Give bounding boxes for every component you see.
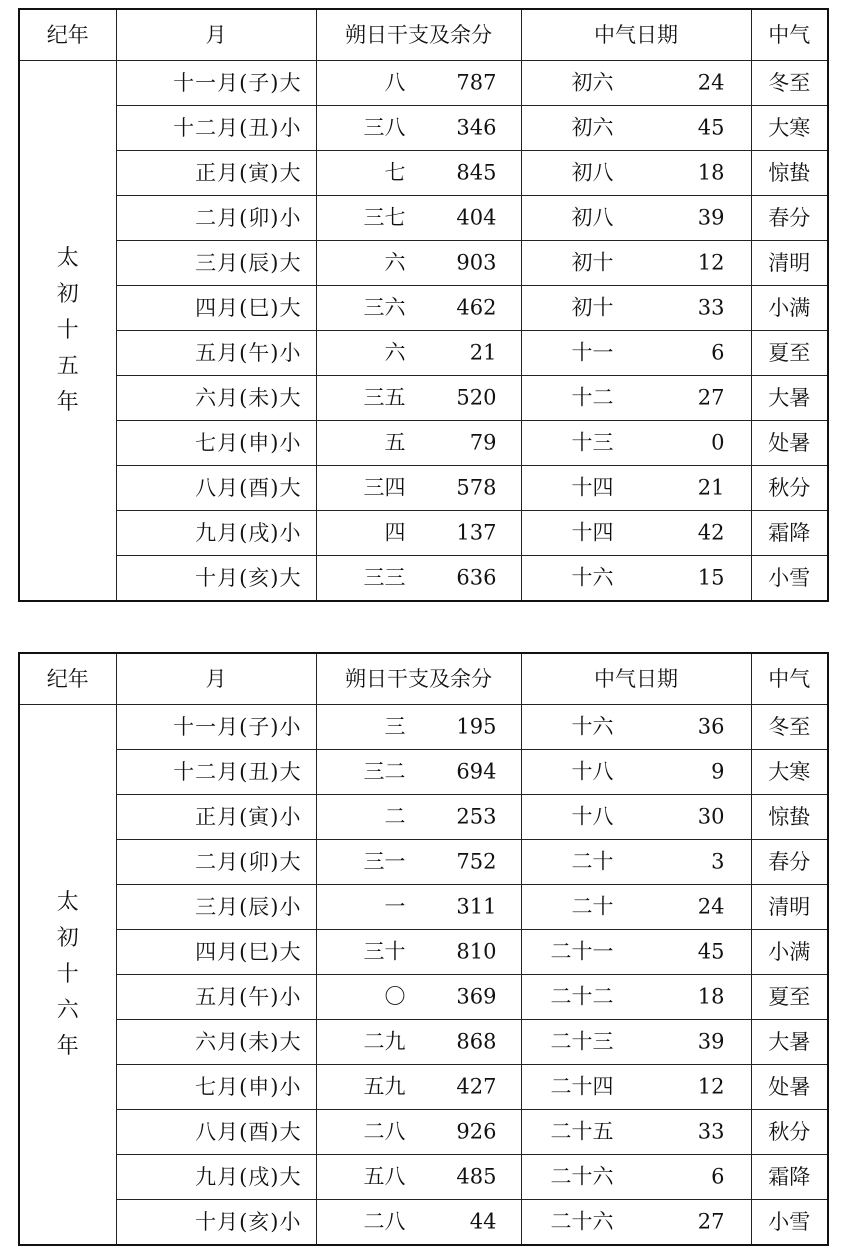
zhongqi-remainder: 45 <box>697 115 725 140</box>
zhongqi-remainder: 12 <box>697 1074 725 1099</box>
zhongqi-date-cell <box>521 151 751 196</box>
zhongqi-name: 处暑 <box>751 421 828 466</box>
zhongqi-remainder: 30 <box>697 804 725 829</box>
shuo-remainder: 369 <box>456 984 497 1009</box>
shuo-remainder: 845 <box>456 160 497 185</box>
zhongqi-name: 冬至 <box>751 61 828 106</box>
zhongqi-date-cell <box>521 556 751 602</box>
zhongqi-date-cell <box>521 61 751 106</box>
month-cell: 九月(戌)小 <box>116 511 316 556</box>
zhongqi-date-cell <box>521 840 751 885</box>
shuo-remainder: 636 <box>456 565 497 590</box>
table-row <box>19 196 828 241</box>
zhongqi-date-cell <box>521 331 751 376</box>
month-cell: 正月(寅)小 <box>116 795 316 840</box>
shuo-ganzhi: 五 <box>384 430 406 455</box>
shuo-ganzhi: 〇 <box>384 984 406 1009</box>
zhongqi-remainder: 15 <box>697 565 725 590</box>
month-cell: 十二月(丑)小 <box>116 106 316 151</box>
zhongqi-day: 初八 <box>571 160 614 185</box>
zhongqi-name: 惊蛰 <box>751 795 828 840</box>
shuo-remainder: 44 <box>469 1209 497 1234</box>
shuo-ganzhi: 三二 <box>363 759 406 784</box>
shuo-cell <box>316 241 521 286</box>
shuo-cell <box>316 1065 521 1110</box>
zhongqi-remainder: 9 <box>711 759 725 784</box>
month-cell: 四月(巳)大 <box>116 286 316 331</box>
zhongqi-date-cell <box>521 421 751 466</box>
year-char: 六 <box>56 997 79 1023</box>
shuo-remainder: 926 <box>456 1119 497 1144</box>
month-cell: 七月(申)小 <box>116 421 316 466</box>
zhongqi-remainder: 45 <box>697 939 725 964</box>
zhongqi-remainder: 33 <box>697 1119 725 1144</box>
shuo-cell <box>316 421 521 466</box>
zhongqi-day: 二十 <box>571 849 614 874</box>
month-cell: 二月(卯)大 <box>116 840 316 885</box>
month-cell: 十月(亥)大 <box>116 556 316 602</box>
table-row <box>19 1200 828 1246</box>
month-cell: 五月(午)小 <box>116 975 316 1020</box>
zhongqi-remainder: 12 <box>697 250 725 275</box>
zhongqi-date-cell <box>521 795 751 840</box>
zhongqi-date-cell <box>521 1065 751 1110</box>
table-row <box>19 1020 828 1065</box>
shuo-remainder: 868 <box>456 1029 497 1054</box>
zhongqi-remainder: 18 <box>697 984 725 1009</box>
month-cell: 三月(辰)小 <box>116 885 316 930</box>
zhongqi-name: 处暑 <box>751 1065 828 1110</box>
shuo-cell <box>316 511 521 556</box>
shuo-remainder: 520 <box>456 385 497 410</box>
shuo-ganzhi: 五九 <box>363 1074 406 1099</box>
zhongqi-name: 冬至 <box>751 705 828 750</box>
shuo-ganzhi: 六 <box>384 340 406 365</box>
zhongqi-date-cell <box>521 705 751 750</box>
zhongqi-remainder: 39 <box>697 1029 725 1054</box>
header-zhongqi: 中气 <box>751 653 828 705</box>
zhongqi-day: 二十三 <box>550 1029 614 1054</box>
zhongqi-name: 霜降 <box>751 511 828 556</box>
zhongqi-remainder: 39 <box>697 205 725 230</box>
zhongqi-name: 小雪 <box>751 556 828 602</box>
zhongqi-name: 清明 <box>751 241 828 286</box>
zhongqi-day: 初十 <box>571 250 614 275</box>
zhongqi-day: 初十 <box>571 295 614 320</box>
shuo-cell <box>316 930 521 975</box>
header-year: 纪年 <box>19 9 116 61</box>
shuo-remainder: 787 <box>456 70 497 95</box>
shuo-cell <box>316 151 521 196</box>
shuo-remainder: 485 <box>456 1164 497 1189</box>
zhongqi-day: 初六 <box>571 115 614 140</box>
zhongqi-name: 大寒 <box>751 750 828 795</box>
zhongqi-date-cell <box>521 196 751 241</box>
shuo-cell <box>316 885 521 930</box>
month-cell: 十月(亥)小 <box>116 1200 316 1246</box>
zhongqi-name: 小满 <box>751 286 828 331</box>
shuo-remainder: 311 <box>456 894 497 919</box>
zhongqi-day: 十三 <box>571 430 614 455</box>
header-shuo: 朔日干支及余分 <box>316 9 521 61</box>
zhongqi-day: 二十六 <box>550 1209 614 1234</box>
zhongqi-day: 十六 <box>571 565 614 590</box>
table-row <box>19 106 828 151</box>
shuo-remainder: 346 <box>456 115 497 140</box>
shuo-cell <box>316 1020 521 1065</box>
zhongqi-remainder: 21 <box>697 475 725 500</box>
shuo-ganzhi: 三十 <box>363 939 406 964</box>
zhongqi-day: 二十二 <box>550 984 614 1009</box>
header-zhongqi-date: 中气日期 <box>521 653 751 705</box>
zhongqi-name: 大寒 <box>751 106 828 151</box>
shuo-remainder: 578 <box>456 475 497 500</box>
shuo-ganzhi: 五八 <box>363 1164 406 1189</box>
zhongqi-name: 春分 <box>751 840 828 885</box>
shuo-cell <box>316 466 521 511</box>
table-row <box>19 61 828 106</box>
shuo-ganzhi: 二九 <box>363 1029 406 1054</box>
table-row <box>19 795 828 840</box>
table-row <box>19 885 828 930</box>
table-row <box>19 1155 828 1200</box>
zhongqi-date-cell <box>521 930 751 975</box>
zhongqi-day: 十八 <box>571 804 614 829</box>
table-row <box>19 331 828 376</box>
month-cell: 五月(午)小 <box>116 331 316 376</box>
table-row <box>19 556 828 602</box>
zhongqi-remainder: 36 <box>697 714 725 739</box>
zhongqi-date-cell <box>521 750 751 795</box>
zhongqi-date-cell <box>521 376 751 421</box>
table-row <box>19 840 828 885</box>
shuo-remainder: 195 <box>456 714 497 739</box>
zhongqi-name: 小雪 <box>751 1200 828 1246</box>
zhongqi-date-cell <box>521 1110 751 1155</box>
table-row <box>19 376 828 421</box>
shuo-ganzhi: 七 <box>384 160 406 185</box>
shuo-cell <box>316 286 521 331</box>
shuo-cell <box>316 975 521 1020</box>
table-row <box>19 466 828 511</box>
zhongqi-name: 秋分 <box>751 466 828 511</box>
shuo-remainder: 462 <box>456 295 497 320</box>
shuo-remainder: 903 <box>456 250 497 275</box>
year-char: 太 <box>56 889 79 915</box>
zhongqi-day: 十八 <box>571 759 614 784</box>
table-row <box>19 421 828 466</box>
zhongqi-remainder: 42 <box>697 520 725 545</box>
zhongqi-date-cell <box>521 1020 751 1065</box>
table-row <box>19 1110 828 1155</box>
shuo-cell <box>316 1200 521 1246</box>
shuo-ganzhi: 三八 <box>363 115 406 140</box>
year-char: 年 <box>56 389 79 415</box>
table-row <box>19 1065 828 1110</box>
zhongqi-remainder: 6 <box>711 1164 725 1189</box>
shuo-ganzhi: 二八 <box>363 1119 406 1144</box>
month-cell: 九月(戌)大 <box>116 1155 316 1200</box>
shuo-remainder: 752 <box>456 849 497 874</box>
header-row <box>19 653 828 705</box>
month-cell: 十一月(子)小 <box>116 705 316 750</box>
table-row <box>19 930 828 975</box>
zhongqi-name: 大暑 <box>751 1020 828 1065</box>
zhongqi-day: 二十四 <box>550 1074 614 1099</box>
shuo-ganzhi: 一 <box>384 894 406 919</box>
zhongqi-date-cell <box>521 511 751 556</box>
month-cell: 十一月(子)大 <box>116 61 316 106</box>
zhongqi-name: 小满 <box>751 930 828 975</box>
zhongqi-day: 十四 <box>571 520 614 545</box>
month-cell: 六月(未)大 <box>116 1020 316 1065</box>
calendar-table-taichu-15 <box>18 8 829 602</box>
zhongqi-remainder: 27 <box>697 1209 725 1234</box>
zhongqi-name: 春分 <box>751 196 828 241</box>
zhongqi-name: 夏至 <box>751 975 828 1020</box>
year-char: 十 <box>56 317 79 343</box>
shuo-cell <box>316 840 521 885</box>
zhongqi-remainder: 18 <box>697 160 725 185</box>
zhongqi-name: 霜降 <box>751 1155 828 1200</box>
table-row <box>19 241 828 286</box>
zhongqi-date-cell <box>521 286 751 331</box>
month-cell: 四月(巳)大 <box>116 930 316 975</box>
zhongqi-date-cell <box>521 466 751 511</box>
zhongqi-name: 秋分 <box>751 1110 828 1155</box>
year-cell <box>19 61 116 602</box>
shuo-remainder: 253 <box>456 804 497 829</box>
zhongqi-day: 二十六 <box>550 1164 614 1189</box>
header-row <box>19 9 828 61</box>
shuo-remainder: 694 <box>456 759 497 784</box>
year-char: 五 <box>56 353 79 379</box>
zhongqi-day: 二十五 <box>550 1119 614 1144</box>
shuo-ganzhi: 二 <box>384 804 406 829</box>
month-cell: 三月(辰)大 <box>116 241 316 286</box>
month-cell: 六月(未)大 <box>116 376 316 421</box>
shuo-remainder: 21 <box>469 340 497 365</box>
shuo-cell <box>316 705 521 750</box>
shuo-ganzhi: 三四 <box>363 475 406 500</box>
table-row <box>19 286 828 331</box>
shuo-cell <box>316 750 521 795</box>
zhongqi-day: 初六 <box>571 70 614 95</box>
zhongqi-day: 十二 <box>571 385 614 410</box>
shuo-ganzhi: 三七 <box>363 205 406 230</box>
zhongqi-date-cell <box>521 241 751 286</box>
shuo-ganzhi: 二八 <box>363 1209 406 1234</box>
table-row <box>19 511 828 556</box>
month-cell: 八月(酉)大 <box>116 466 316 511</box>
month-cell: 十二月(丑)大 <box>116 750 316 795</box>
zhongqi-day: 十四 <box>571 475 614 500</box>
zhongqi-name: 夏至 <box>751 331 828 376</box>
year-char: 年 <box>56 1033 79 1059</box>
zhongqi-date-cell <box>521 885 751 930</box>
header-zhongqi-date: 中气日期 <box>521 9 751 61</box>
zhongqi-name: 清明 <box>751 885 828 930</box>
zhongqi-remainder: 0 <box>711 430 725 455</box>
year-cell <box>19 705 116 1246</box>
shuo-remainder: 79 <box>469 430 497 455</box>
zhongqi-remainder: 6 <box>711 340 725 365</box>
year-char: 十 <box>56 961 79 987</box>
table-row <box>19 705 828 750</box>
shuo-remainder: 427 <box>456 1074 497 1099</box>
zhongqi-day: 二十 <box>571 894 614 919</box>
zhongqi-date-cell <box>521 1200 751 1246</box>
shuo-ganzhi: 三六 <box>363 295 406 320</box>
shuo-ganzhi: 三一 <box>363 849 406 874</box>
zhongqi-day: 十六 <box>571 714 614 739</box>
shuo-cell <box>316 1155 521 1200</box>
shuo-cell <box>316 106 521 151</box>
shuo-ganzhi: 三五 <box>363 385 406 410</box>
shuo-cell <box>316 556 521 602</box>
table-row <box>19 151 828 196</box>
month-cell: 正月(寅)大 <box>116 151 316 196</box>
year-char: 太 <box>56 245 79 271</box>
month-cell: 八月(酉)大 <box>116 1110 316 1155</box>
year-char: 初 <box>56 281 79 307</box>
zhongqi-date-cell <box>521 975 751 1020</box>
shuo-ganzhi: 三三 <box>363 565 406 590</box>
zhongqi-name: 大暑 <box>751 376 828 421</box>
shuo-cell <box>316 1110 521 1155</box>
table-row <box>19 975 828 1020</box>
zhongqi-day: 二十一 <box>550 939 614 964</box>
shuo-cell <box>316 61 521 106</box>
header-shuo: 朔日干支及余分 <box>316 653 521 705</box>
shuo-remainder: 404 <box>456 205 497 230</box>
shuo-cell <box>316 331 521 376</box>
month-cell: 二月(卯)小 <box>116 196 316 241</box>
shuo-ganzhi: 四 <box>384 520 406 545</box>
zhongqi-remainder: 27 <box>697 385 725 410</box>
shuo-cell <box>316 376 521 421</box>
shuo-cell <box>316 196 521 241</box>
header-month: 月 <box>116 653 316 705</box>
shuo-ganzhi: 六 <box>384 250 406 275</box>
zhongqi-name: 惊蛰 <box>751 151 828 196</box>
zhongqi-date-cell <box>521 1155 751 1200</box>
zhongqi-date-cell <box>521 106 751 151</box>
year-char: 初 <box>56 925 79 951</box>
zhongqi-day: 十一 <box>571 340 614 365</box>
zhongqi-remainder: 24 <box>697 70 725 95</box>
zhongqi-remainder: 33 <box>697 295 725 320</box>
table-row <box>19 750 828 795</box>
zhongqi-remainder: 3 <box>711 849 725 874</box>
header-month: 月 <box>116 9 316 61</box>
shuo-remainder: 137 <box>456 520 497 545</box>
calendar-table-taichu-16 <box>18 652 829 1246</box>
zhongqi-day: 初八 <box>571 205 614 230</box>
header-zhongqi: 中气 <box>751 9 828 61</box>
month-cell: 七月(申)小 <box>116 1065 316 1110</box>
shuo-ganzhi: 三 <box>384 714 406 739</box>
shuo-ganzhi: 八 <box>384 70 406 95</box>
header-year: 纪年 <box>19 653 116 705</box>
shuo-cell <box>316 795 521 840</box>
zhongqi-remainder: 24 <box>697 894 725 919</box>
shuo-remainder: 810 <box>456 939 497 964</box>
